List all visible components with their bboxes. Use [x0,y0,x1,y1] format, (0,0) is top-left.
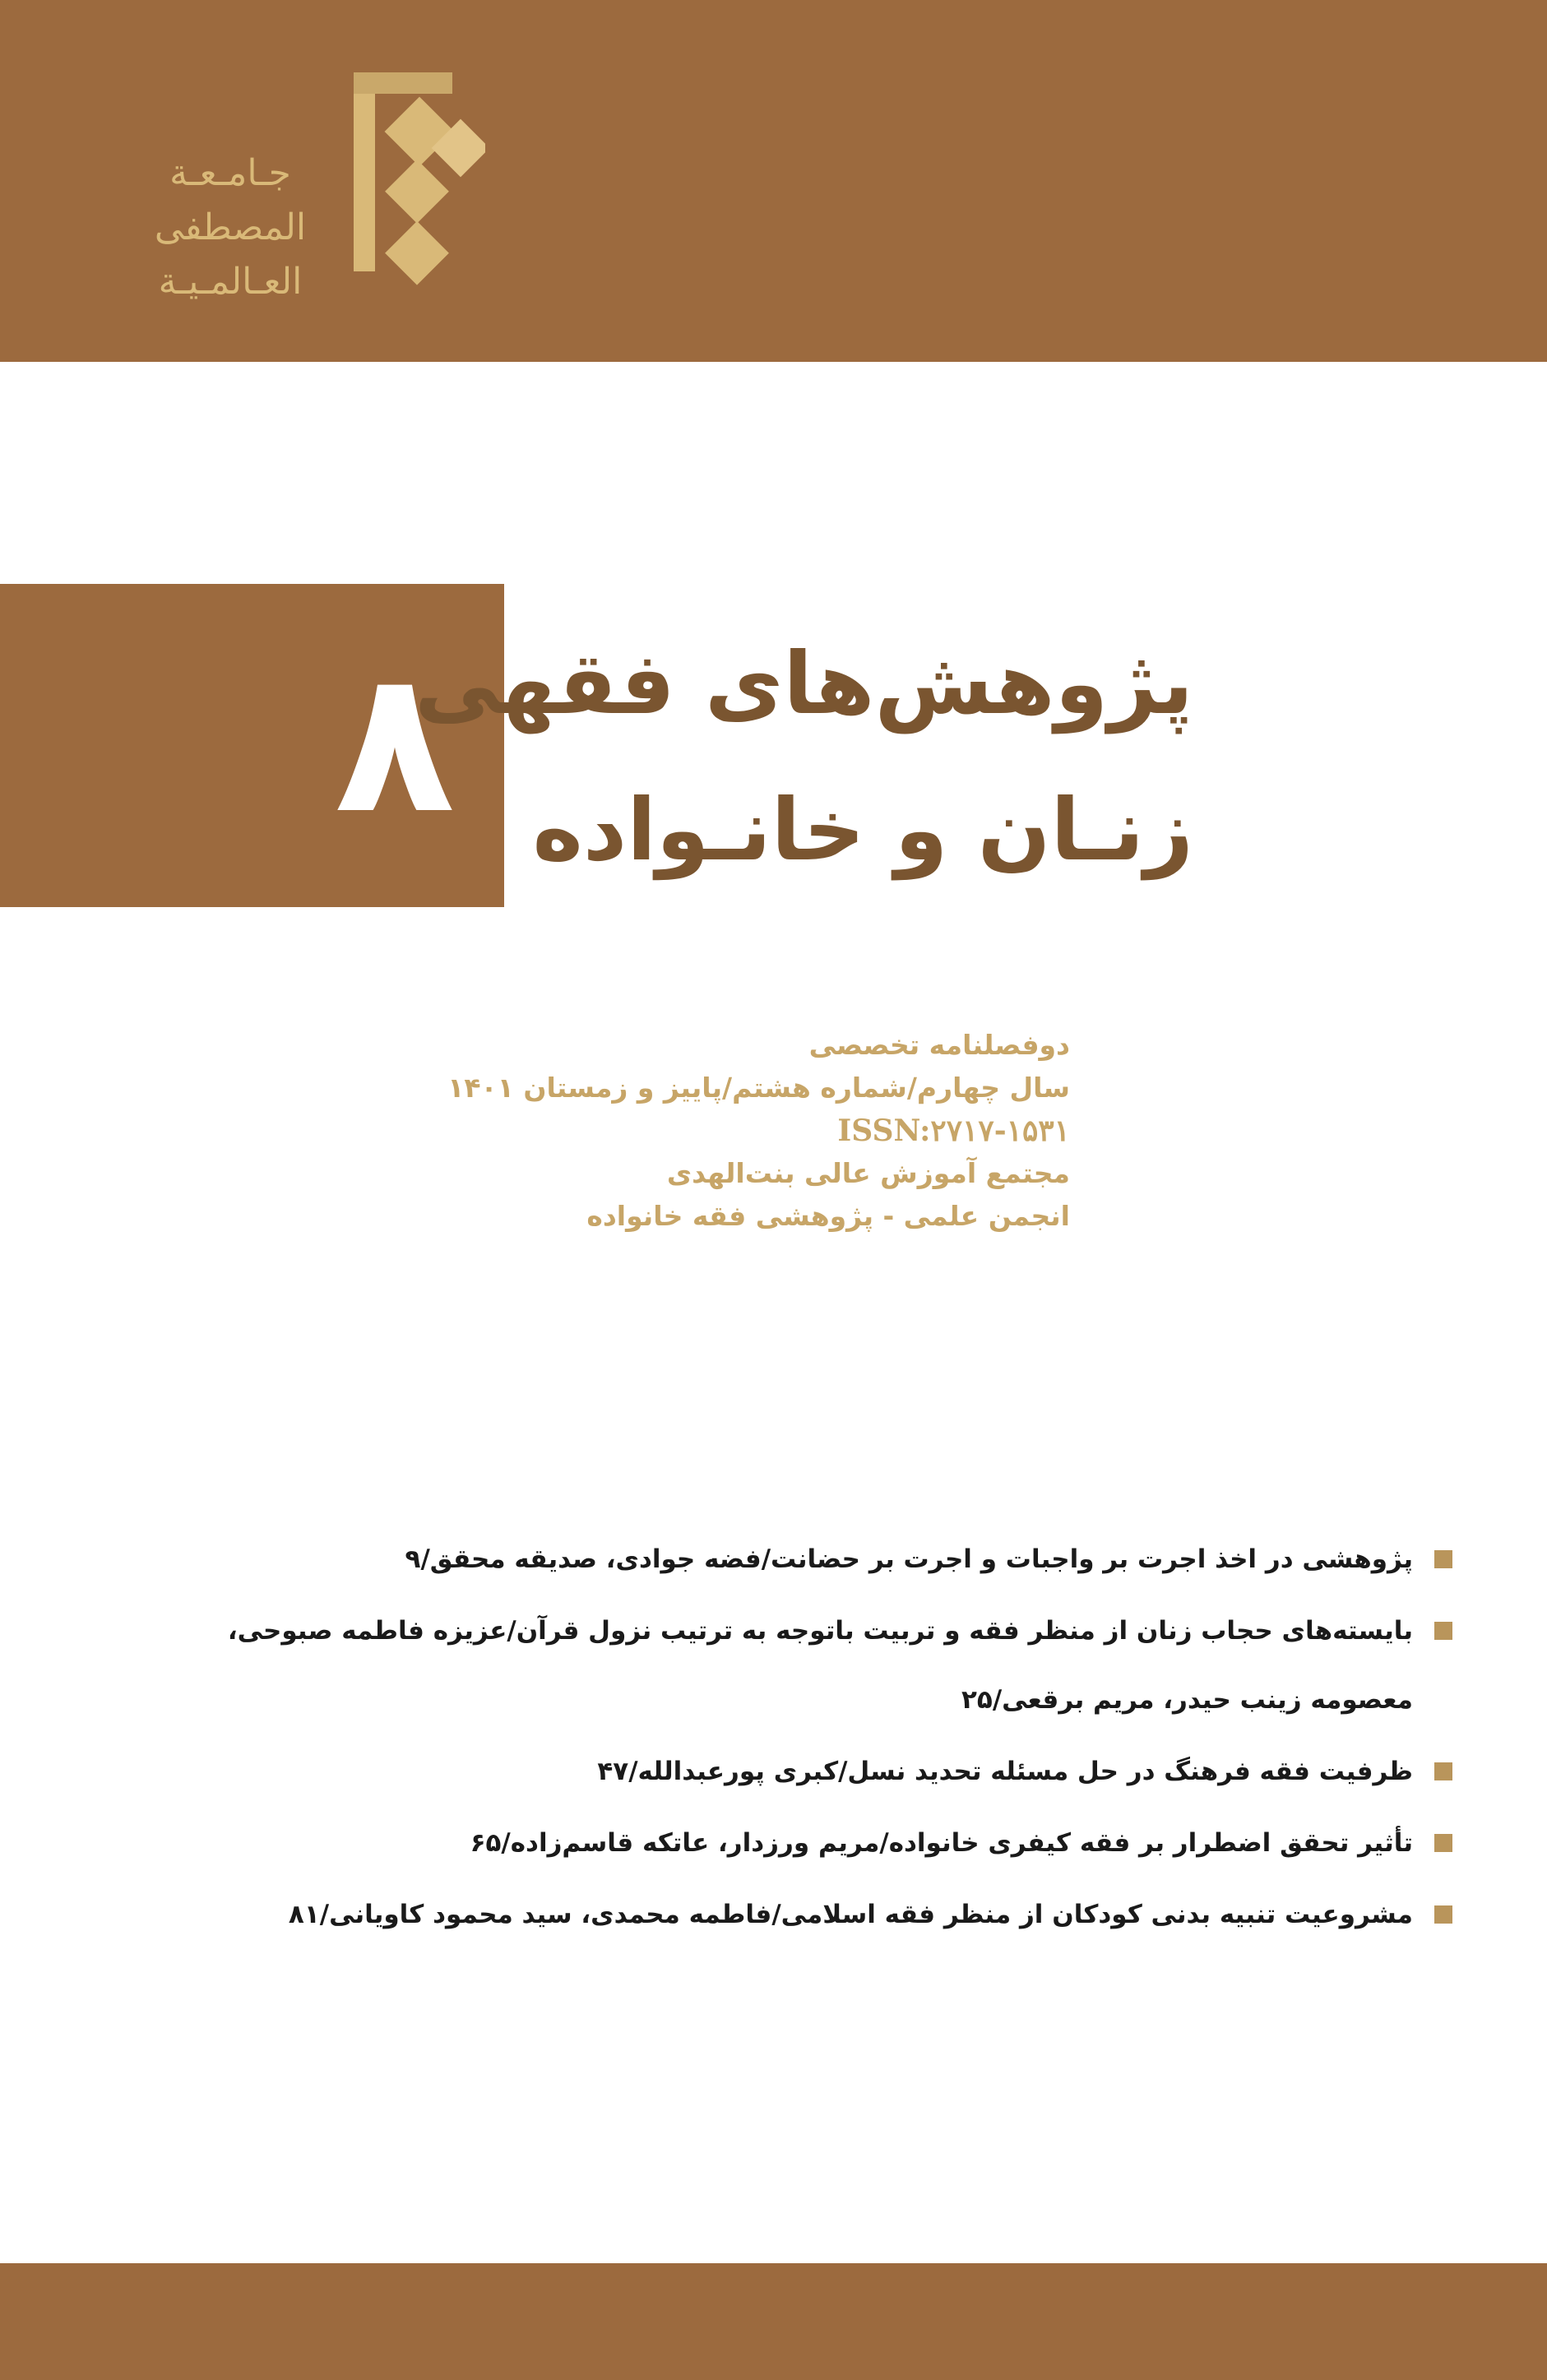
toc-item [285,1897,1452,1932]
toc-item-text: مشروعیت تنبیه بدنی کودکان از منظر فقه اسلامی/فاطمه محمدی، سید محمود کاویانی/۸۱ [288,1900,1413,1929]
issue-number: ۸ [334,627,456,857]
logo-line-2: المصطفی [154,206,307,248]
toc-item [285,1826,1452,1860]
association: انجمن علمی - پژوهشی فقه خانواده [586,1200,1070,1232]
toc-item [227,1614,1452,1717]
toc-item-text: پژوهشی در اخذ اجرت بر واجبات و اجرت بر حضانت/فضه جوادی، صدیقه محقق/۹ [405,1544,1413,1574]
square-bullet-icon [1434,1905,1452,1924]
toc-item-text: بایسته‌های حجاب زنان از منظر فقه و تربیت باتوجه به ترتیب نزول قرآن/عزیزه فاطمه صبوحی، [227,1616,1413,1646]
table-of-contents [227,1542,1452,1969]
logo-line-3: العـالمـيـة [158,261,303,303]
journal-title-line-1: پژوهش‌های فقهی [414,633,1193,734]
journal-title-line-2: زنـان و خانـواده [532,780,1193,880]
toc-item-text: ظرفیت فقه فرهنگ در حل مسئله تحدید نسل/کبری پورعبدالله/۴۷ [597,1757,1413,1786]
toc-item [285,1754,1452,1789]
square-bullet-icon [1434,1834,1452,1852]
toc-item-text-continued: معصومه زینب حیدر، مریم برقعی/۲۵ [961,1685,1413,1715]
issn: ISSN:۲۷۱۷-۱۵۳۱ [837,1114,1070,1148]
journal-type: دوفصلنامه تخصصی [808,1029,1070,1061]
logo-wordmark [148,146,313,309]
toc-item-text: تأثیر تحقق اضطرار بر فقه کیفری خانواده/مریم ورزدار، عاتکه قاسم‌زاده/۶۵ [470,1828,1413,1858]
toc-item [285,1542,1452,1577]
logo-line-1: جـامـعـة [169,152,291,194]
square-bullet-icon [1434,1550,1452,1568]
mustafa-university-logo-icon [337,66,485,313]
year-issue: سال چهارم/شماره هشتم/پاییز و زمستان ۱۴۰۱ [447,1072,1070,1104]
square-bullet-icon [1434,1762,1452,1780]
journal-info [412,1024,1070,1238]
bottom-banner [0,2263,1547,2380]
publisher: مجتمع آموزش عالی بنت‌الهدی [666,1157,1070,1189]
square-bullet-icon [1434,1622,1452,1640]
